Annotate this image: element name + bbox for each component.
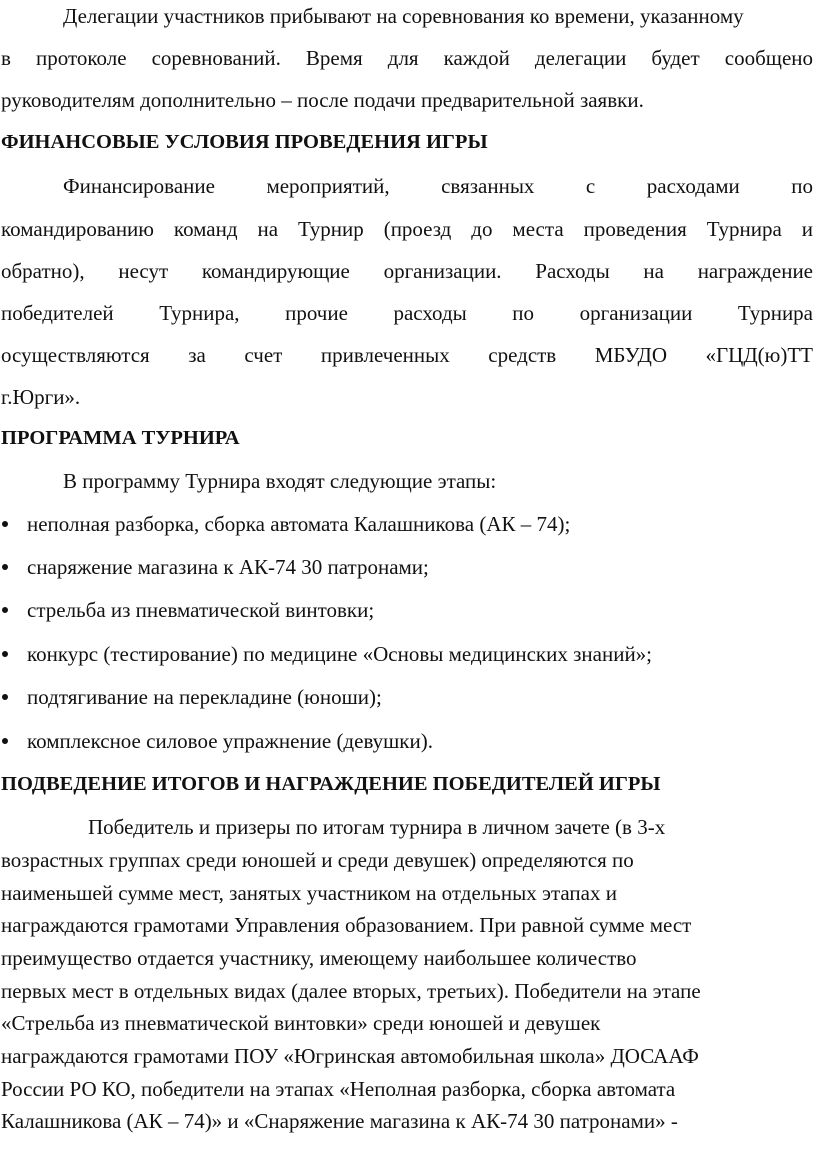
paragraph-line: руководителям дополнительно – после подачи предварительной заявки. [1, 88, 644, 112]
paragraph-line: награждаются грамотами ПОУ «Югринская автомобильная школа» ДОСААФ [1, 1044, 699, 1068]
list-item [1, 727, 813, 755]
list-item [1, 640, 813, 668]
list-item [1, 683, 813, 711]
paragraph-line: преимущество отдается участнику, имеющему наибольшее количество [1, 946, 637, 970]
program-intro: В программу Турнира входят следующие этапы: [63, 469, 497, 493]
bullet-icon [2, 651, 8, 657]
paragraph-line: России РО КО, победители на этапах «Неполная разборка, сборка автомата [1, 1077, 676, 1101]
list-item-label: снаряжение магазина к АК-74 30 патронами; [27, 555, 429, 579]
paragraph-line: Победитель и призеры по итогам турнира в личном зачете (в 3-х [88, 815, 666, 839]
section-heading-results: ПОДВЕДЕНИЕ ИТОГОВ И НАГРАЖДЕНИЕ ПОБЕДИТЕЛЕЙ ИГРЫ [1, 773, 661, 795]
bullet-icon [2, 521, 8, 527]
bullet-icon [2, 694, 8, 700]
paragraph-line: победителей Турнира, прочие расходы по организации Турнира [1, 301, 813, 325]
list-item-label: стрельба из пневматической винтовки; [27, 598, 375, 622]
paragraph-line: возрастных группах среди юношей и среди девушек) определяются по [1, 848, 634, 872]
paragraph-line: «Стрельба из пневматической винтовки» среди юношей и девушек [1, 1011, 601, 1035]
paragraph-line: наименьшей сумме мест, занятых участником на отдельных этапах и [1, 881, 617, 905]
section-heading-finance: ФИНАНСОВЫЕ УСЛОВИЯ ПРОВЕДЕНИЯ ИГРЫ [1, 131, 488, 153]
paragraph-line: в протоколе соревнований. Время для каждой делегации будет сообщено [1, 46, 813, 70]
paragraph-line: Калашникова (АК – 74)» и «Снаряжение магазина к АК-74 30 патронами» - [1, 1109, 678, 1133]
paragraph-line: командированию команд на Турнир (проезд до места проведения Турнира и [1, 217, 813, 241]
paragraph-line: Делегации участников прибывают на соревнования ко времени, указанному [63, 4, 744, 28]
paragraph-line: Финансирование мероприятий, связанных с расходами по [63, 174, 813, 198]
paragraph-line: г.Юрги». [1, 385, 81, 409]
list-item [1, 510, 813, 538]
list-item-label: комплексное силовое упражнение (девушки). [27, 729, 433, 753]
bullet-icon [2, 564, 8, 570]
list-item-label: неполная разборка, сборка автомата Калашникова (АК – 74); [27, 512, 571, 536]
paragraph-line: осуществляются за счет привлеченных средств МБУДО «ГЦД(ю)ТТ [1, 343, 813, 367]
bullet-icon [2, 607, 8, 613]
list-item-label: конкурс (тестирование) по медицине «Основы медицинских знаний»; [27, 642, 653, 666]
paragraph-line: обратно), несут командирующие организации. Расходы на награждение [1, 259, 813, 283]
list-item [1, 553, 813, 581]
list-item [1, 596, 813, 624]
bullet-icon [2, 738, 8, 744]
section-heading-program: ПРОГРАММА ТУРНИРА [1, 427, 240, 449]
paragraph-line: первых мест в отдельных видах (далее вторых, третьих). Победители на этапе [1, 979, 701, 1003]
paragraph-line: награждаются грамотами Управления образованием. При равной сумме мест [1, 913, 692, 937]
list-item-label: подтягивание на перекладине (юноши); [27, 685, 382, 709]
